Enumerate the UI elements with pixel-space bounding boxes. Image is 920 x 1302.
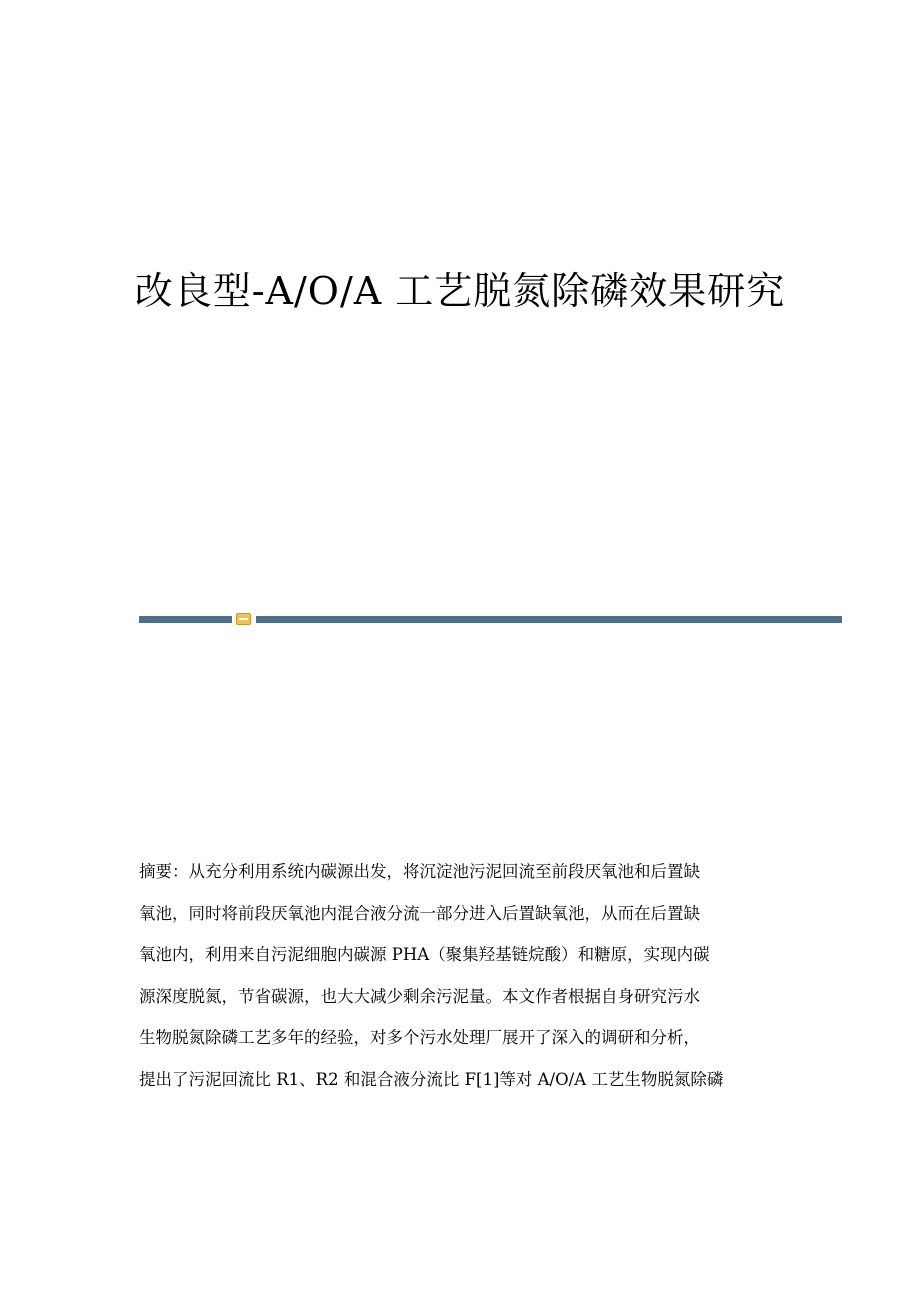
abstract-paragraph	[139, 851, 779, 1101]
abstract-line: 摘要：从充分利用系统内碳源出发，将沉淀池污泥回流至前段厌氧池和后置缺	[139, 862, 700, 881]
title-divider	[139, 612, 842, 626]
divider-bar-right	[256, 616, 842, 623]
document-title: 改良型-A/O/A 工艺脱氮除磷效果研究	[134, 269, 786, 313]
abstract-line: 氧池内，利用来自污泥细胞内碳源 PHA（聚集羟基链烷酸）和糖原，实现内碳	[139, 945, 710, 965]
abstract-line: 提出了污泥回流比 R1、R2 和混合液分流比 F[1]等对 A/O/A 工艺生物脱氮除磷	[139, 1069, 724, 1089]
abstract-line: 生物脱氮除磷工艺多年的经验，对多个污水处理厂展开了深入的调研和分析，	[139, 1028, 700, 1048]
divider-ornament-icon	[236, 613, 251, 625]
divider-bar-left	[139, 616, 232, 623]
abstract-line: 源深度脱氮，节省碳源，也大大减少剩余污泥量。本文作者根据自身研究污水	[139, 986, 700, 1006]
abstract-line: 氧池，同时将前段厌氧池内混合液分流一部分进入后置缺氧池，从而在后置缺	[139, 903, 700, 923]
